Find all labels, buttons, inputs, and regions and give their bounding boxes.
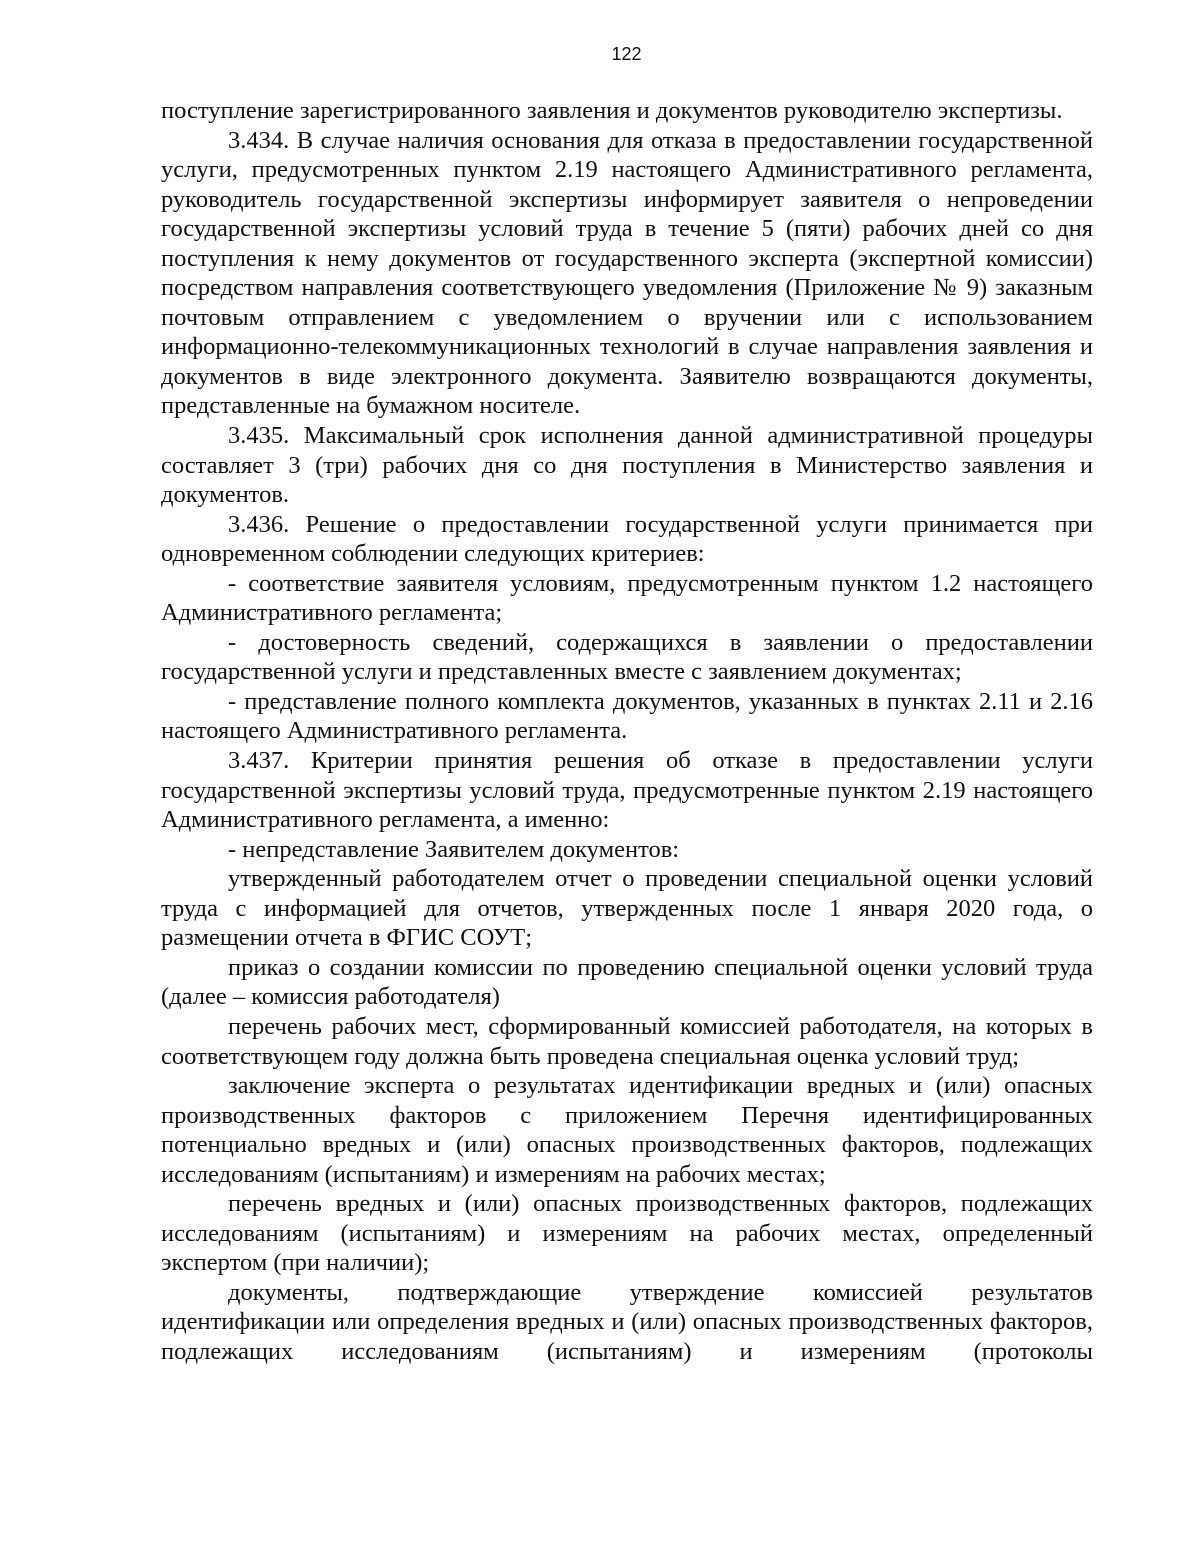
paragraph-3-436: 3.436. Решение о предоставлении государственной услуги принимается при одновременном соблюдении следующих критериев:: [161, 510, 1093, 568]
criteria-item-applicant-conditions: - соответствие заявителя условиям, предусмотренным пунктом 1.2 настоящего Административного регламента;: [161, 569, 1093, 627]
paragraph-continuation: поступление зарегистрированного заявления и документов руководителю экспертизы.: [161, 97, 1063, 124]
paragraph-3-437: 3.437. Критерии принятия решения об отказе в предоставлении услуги государственной экспертизы условий труда, предусмотренные пунктом 2.19 настоящего Административного регламента, а именно:: [161, 747, 1093, 834]
document-item-factor-list: перечень вредных и (или) опасных производственных факторов, подлежащих исследованиям (испытаниям) и измерениям на рабочих местах, определенный экспертом (при наличии);: [161, 1190, 1093, 1277]
refusal-item-missing-documents: - непредставление Заявителем документов:: [228, 835, 680, 863]
paragraph-3-435: 3.435. Максимальный срок исполнения данной административной процедуры составляет 3 (три) рабочих дня со дня поступления в Министерство заявления и документов.: [161, 422, 1093, 509]
document-item-confirmation-documents: документы, подтверждающие утверждение комиссией результатов идентификации или определения вредных и (или) опасных производственных факторов, подлежащих исследованиям (испытаниям) и измерениям (протоколы: [161, 1278, 1093, 1365]
page-number: 122: [611, 44, 642, 64]
document-item-commission-order: приказ о создании комиссии по проведению специальной оценки условий труда (далее – комиссия работодателя): [161, 953, 1093, 1011]
criteria-item-data-reliability: - достоверность сведений, содержащихся в заявлении о предоставлении государственной услуги и представленных вместе с заявлением документах;: [161, 628, 1093, 686]
criteria-item-full-document-set: - представление полного комплекта документов, указанных в пунктах 2.11 и 2.16 настоящего Административного регламента.: [161, 687, 1093, 745]
document-body: [161, 96, 1093, 1367]
document-item-report: утвержденный работодателем отчет о проведении специальной оценки условий труда с информацией для отчетов, утвержденных после 1 января 2020 года, о размещении отчета в ФГИС СОУТ;: [161, 865, 1093, 952]
document-item-expert-conclusion: заключение эксперта о результатах идентификации вредных и (или) опасных производственных факторов с приложением Перечня идентифицированных потенциально вредных и (или) опасных производственных факторов, подлежащих исследованиям (испытаниям) и измерениям на рабочих местах;: [161, 1072, 1093, 1188]
document-item-workplace-list: перечень рабочих мест, сформированный комиссией работодателя, на которых в соответствующем году должна быть проведена специальная оценка условий труд;: [161, 1012, 1093, 1070]
paragraph-3-434: 3.434. В случае наличия основания для отказа в предоставлении государственной услуги, предусмотренных пунктом 2.19 настоящего Административного регламента, руководитель государственной экспертизы информирует заявителя о непроведении государственной экспертизы условий труда в течение 5 (пяти) рабочих дней со дня поступления к нему документов от государственного эксперта (экспертной комиссии) посредством направления соответствующего уведомления (Приложение № 9) заказным почтовым отправлением с уведомлением о вручении или с использованием информационно-телекоммуникационных технологий в случае направления заявления и документов в виде электронного документа. Заявителю возвращаются документы, представленные на бумажном носителе.: [161, 126, 1093, 420]
